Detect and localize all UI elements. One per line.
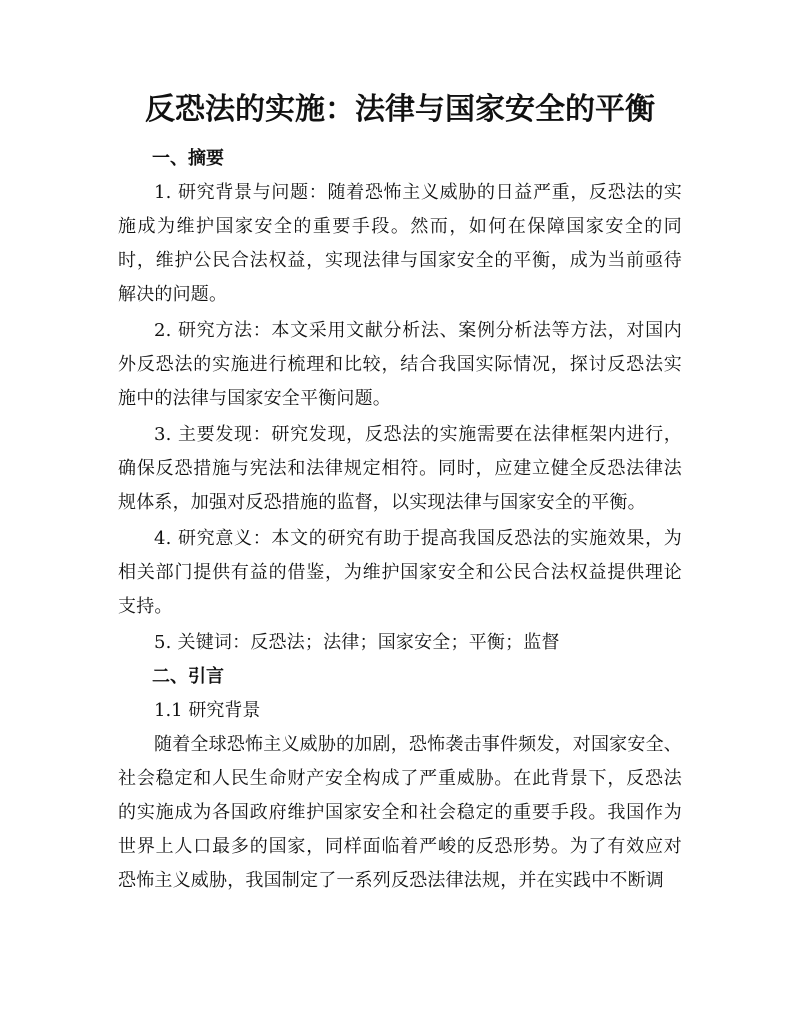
introduction-paragraph: 随着全球恐怖主义威胁的加剧，恐怖袭击事件频发，对国家安全、社会稳定和人民生命财产安全构成了严重威胁。在此背景下，反恐法的实施成为各国政府维护国家安全和社会稳定的重要手段。我国作为世界上人口最多的国家，同样面临着严峻的反恐形势。为了有效应对恐怖主义威胁，我国制定了一系列反恐法律法规，并在实践中不断调 (118, 734, 682, 891)
section-heading-introduction: 二、引言 (152, 666, 224, 687)
document-title: 反恐法的实施：法律与国家安全的平衡 (145, 92, 655, 127)
abstract-item-keywords: 5. 关键词：反恐法；法律；国家安全；平衡；监督 (154, 632, 560, 653)
section-heading-abstract: 一、摘要 (152, 148, 224, 169)
abstract-item-findings: 3. 主要发现：研究发现，反恐法的实施需要在法律框架内进行，确保反恐措施与宪法和法律规定相符。同时，应建立健全反恐法律法规体系，加强对反恐措施的监督，以实现法律与国家安全的平衡。 (118, 424, 682, 513)
document-page (118, 88, 682, 898)
abstract-item-significance: 4. 研究意义：本文的研究有助于提高我国反恐法的实施效果，为相关部门提供有益的借鉴，为维护国家安全和公民合法权益提供理论支持。 (118, 528, 682, 617)
subsection-heading-background: 1.1 研究背景 (154, 700, 261, 721)
abstract-item-method: 2. 研究方法：本文采用文献分析法、案例分析法等方法，对国内外反恐法的实施进行梳理和比较，结合我国实际情况，探讨反恐法实施中的法律与国家安全平衡问题。 (118, 320, 682, 409)
abstract-item-background: 1. 研究背景与问题：随着恐怖主义威胁的日益严重，反恐法的实施成为维护国家安全的重要手段。然而，如何在保障国家安全的同时，维护公民合法权益，实现法律与国家安全的平衡，成为当前亟待解决的问题。 (118, 182, 682, 305)
